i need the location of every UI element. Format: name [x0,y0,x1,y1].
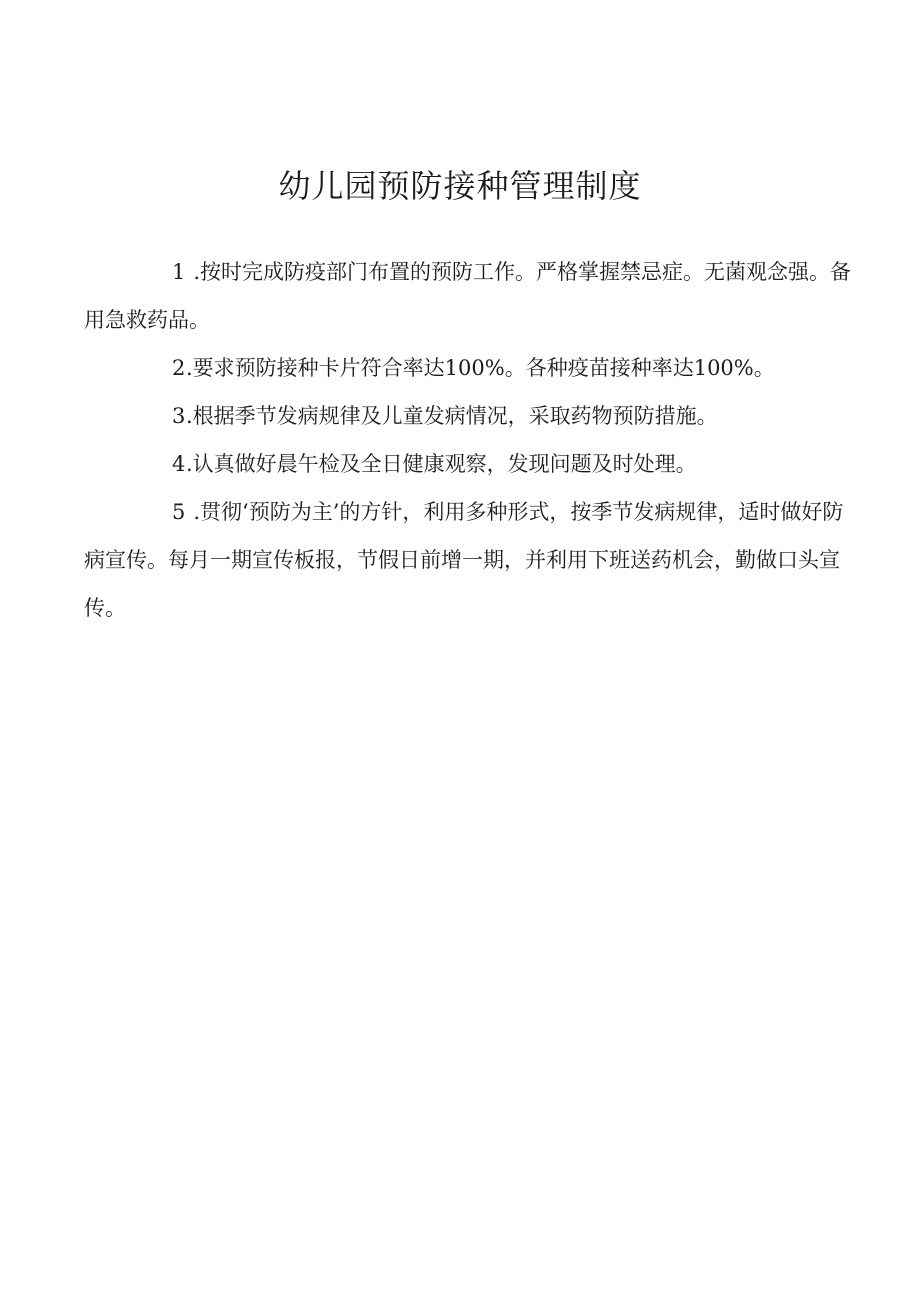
item-number: 2 [172,356,186,380]
item-text: .要求预防接种卡片符合率达100%。各种疫苗接种率达100%。 [186,356,775,380]
document-body [84,248,854,632]
item-number: 1 [172,260,186,284]
item-number: 5 [172,500,186,524]
list-item [84,344,854,392]
item-number: 3 [172,404,186,428]
list-item [84,488,854,632]
list-item [84,440,854,488]
item-text: .认真做好晨午检及全日健康观察，发现问题及时处理。 [186,452,697,476]
item-text: .按时完成防疫部门布置的预防工作。严格掌握禁忌症。无菌观念强。备用急救药品。 [84,260,852,332]
list-item [84,248,854,344]
page-title: 幼儿园预防接种管理制度 [278,167,642,205]
item-text: .根据季节发病规律及儿童发病情况，采取药物预防措施。 [186,404,718,428]
list-item [84,392,854,440]
item-text: .贯彻‘预防为主’的方针，利用多种形式，按季节发病规律，适时做好防病宣传。每月一期宣传板报，节假日前增一期，并利用下班送药机会，勤做口头宣传。 [84,500,844,620]
item-number: 4 [172,452,186,476]
